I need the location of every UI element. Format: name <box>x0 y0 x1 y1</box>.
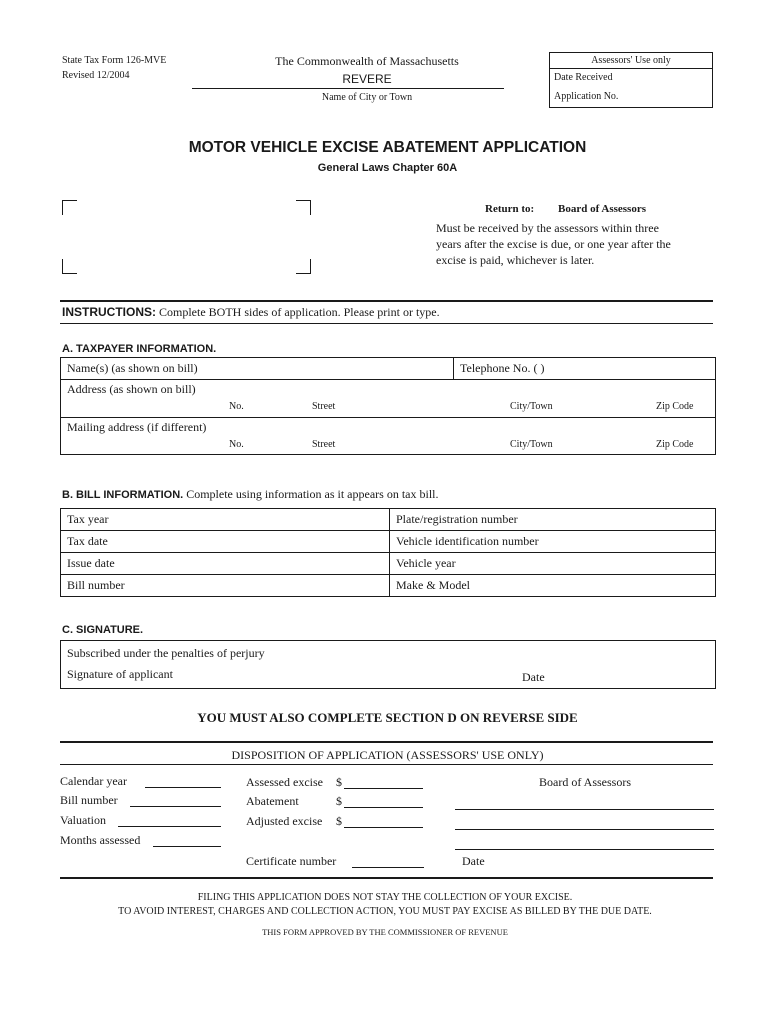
application-no-label: Application No. <box>554 91 619 102</box>
months-assessed-label: Months assessed <box>60 833 141 847</box>
plate-number-label: Plate/registration number <box>396 512 518 526</box>
form-id: State Tax Form 126-MVE <box>62 55 167 66</box>
address-no-caption: No. <box>229 401 244 412</box>
return-note-1: Must be received by the assessors within three <box>436 221 659 235</box>
mailing-address-field[interactable] <box>61 418 715 454</box>
revised-date: Revised 12/2004 <box>62 70 130 81</box>
address-zip-caption: Zip Code <box>656 401 694 412</box>
city-caption: Name of City or Town <box>321 92 413 103</box>
address-street-caption: Street <box>312 401 336 412</box>
abatement-input[interactable] <box>344 807 423 808</box>
address-field[interactable] <box>61 380 715 418</box>
page-title: MOTOR VEHICLE EXCISE ABATEMENT APPLICATION <box>188 139 587 156</box>
adjusted-excise-dollar: $ <box>336 814 342 828</box>
assessor-signature-line-2[interactable] <box>455 829 714 830</box>
certificate-number-label: Certificate number <box>246 854 337 868</box>
instructions-text: Complete BOTH sides of application. Please print or type. <box>159 305 440 319</box>
valuation-label: Valuation <box>60 813 106 827</box>
bill-number-disp-label: Bill number <box>60 793 118 807</box>
disposition-bottom-rule <box>60 877 713 879</box>
return-note-3: excise is paid, whichever is later. <box>436 253 595 267</box>
make-model-label: Make & Model <box>396 578 470 592</box>
assessed-excise-input[interactable] <box>344 788 423 789</box>
issue-date-field[interactable] <box>61 553 390 575</box>
bill-number-disp-input[interactable] <box>130 806 221 807</box>
section-c-heading: C. SIGNATURE. <box>62 624 144 636</box>
assessors-use-box <box>549 52 713 108</box>
return-note-2: years after the excise is due, or one year after the <box>436 237 671 251</box>
disposition-heading-rule <box>60 764 713 765</box>
taxpayer-info-table <box>60 357 716 455</box>
vin-field[interactable] <box>390 531 715 553</box>
section-a-heading: A. TAXPAYER INFORMATION. <box>62 343 217 355</box>
tax-date-field[interactable] <box>61 531 390 553</box>
vehicle-year-label: Vehicle year <box>396 556 456 570</box>
disposition-date-label: Date <box>462 854 485 868</box>
footer-line-3: THIS FORM APPROVED BY THE COMMISSIONER OF REVENUE <box>262 927 508 937</box>
disposition-top-rule <box>60 741 713 743</box>
signature-label: Signature of applicant <box>67 667 173 681</box>
adjusted-excise-label: Adjusted excise <box>246 814 323 828</box>
vehicle-year-field[interactable] <box>390 553 715 575</box>
vin-label: Vehicle identification number <box>396 534 539 548</box>
tax-year-field[interactable] <box>61 509 390 531</box>
calendar-year-label: Calendar year <box>60 774 127 788</box>
mailing-zip-caption: Zip Code <box>656 439 694 450</box>
tax-year-label: Tax year <box>67 512 109 526</box>
mailing-street-caption: Street <box>312 439 336 450</box>
mailing-label: Mailing address (if different) <box>67 420 207 434</box>
corner-bottom-left <box>62 259 77 274</box>
corner-bottom-right <box>296 259 311 274</box>
assessed-excise-label: Assessed excise <box>246 775 323 789</box>
plate-number-field[interactable] <box>390 509 715 531</box>
return-to-recipient: Board of Assessors <box>558 203 647 215</box>
city-name: REVERE <box>342 72 392 86</box>
telephone-label: Telephone No. ( ) <box>460 361 545 375</box>
names-field[interactable] <box>61 358 454 380</box>
certificate-number-input[interactable] <box>352 867 424 868</box>
tax-date-label: Tax date <box>67 534 108 548</box>
section-b-heading: B. BILL INFORMATION. <box>62 489 184 501</box>
assessed-excise-dollar: $ <box>336 775 342 789</box>
perjury-statement: Subscribed under the penalties of perjury <box>67 646 265 660</box>
assessor-signature-line-3[interactable] <box>455 849 714 850</box>
footer-line-1: FILING THIS APPLICATION DOES NOT STAY THE COLLECTION OF YOUR EXCISE. <box>197 892 573 903</box>
adjusted-excise-input[interactable] <box>344 827 423 828</box>
abatement-label: Abatement <box>246 794 299 808</box>
address-city-caption: City/Town <box>510 401 553 412</box>
corner-top-left <box>62 200 77 215</box>
section-b-header <box>62 487 439 502</box>
months-assessed-input[interactable] <box>153 846 221 847</box>
instructions-label: INSTRUCTIONS: <box>62 305 156 319</box>
bill-number-field[interactable] <box>61 575 390 596</box>
bill-info-table <box>60 508 716 597</box>
make-model-field[interactable] <box>390 575 715 596</box>
instructions-line <box>62 305 440 320</box>
bill-number-label: Bill number <box>67 578 125 592</box>
date-received-label: Date Received <box>554 72 613 83</box>
disposition-heading: DISPOSITION OF APPLICATION (ASSESSORS' USE ONLY) <box>231 748 544 762</box>
city-underline <box>192 88 504 89</box>
abatement-dollar: $ <box>336 794 342 808</box>
page-subtitle: General Laws Chapter 60A <box>317 162 458 174</box>
telephone-field[interactable] <box>454 358 715 380</box>
section-b-instruction: Complete using information as it appears on tax bill. <box>186 487 439 501</box>
issue-date-label: Issue date <box>67 556 115 570</box>
names-label: Name(s) (as shown on bill) <box>67 361 198 375</box>
assessor-signature-line-1[interactable] <box>455 809 714 810</box>
mailing-city-caption: City/Town <box>510 439 553 450</box>
mailing-no-caption: No. <box>229 439 244 450</box>
commonwealth-title: The Commonwealth of Massachusetts <box>275 54 459 68</box>
footer-line-2: TO AVOID INTEREST, CHARGES AND COLLECTION ACTION, YOU MUST PAY EXCISE AS BILLED BY THE DUE DATE. <box>118 906 652 917</box>
return-to-label: Return to: <box>485 203 535 215</box>
instructions-bottom-rule <box>60 323 713 324</box>
signature-box[interactable] <box>60 640 716 689</box>
corner-top-right <box>296 200 311 215</box>
signature-date-label: Date <box>522 670 545 684</box>
board-of-assessors-label: Board of Assessors <box>539 775 631 789</box>
valuation-input[interactable] <box>118 826 221 827</box>
reverse-side-notice: YOU MUST ALSO COMPLETE SECTION D ON REVERSE SIDE <box>197 710 578 725</box>
calendar-year-input[interactable] <box>145 787 221 788</box>
address-label: Address (as shown on bill) <box>67 382 196 396</box>
assessors-box-title: Assessors' Use only <box>550 53 712 69</box>
instructions-top-rule <box>60 300 713 302</box>
